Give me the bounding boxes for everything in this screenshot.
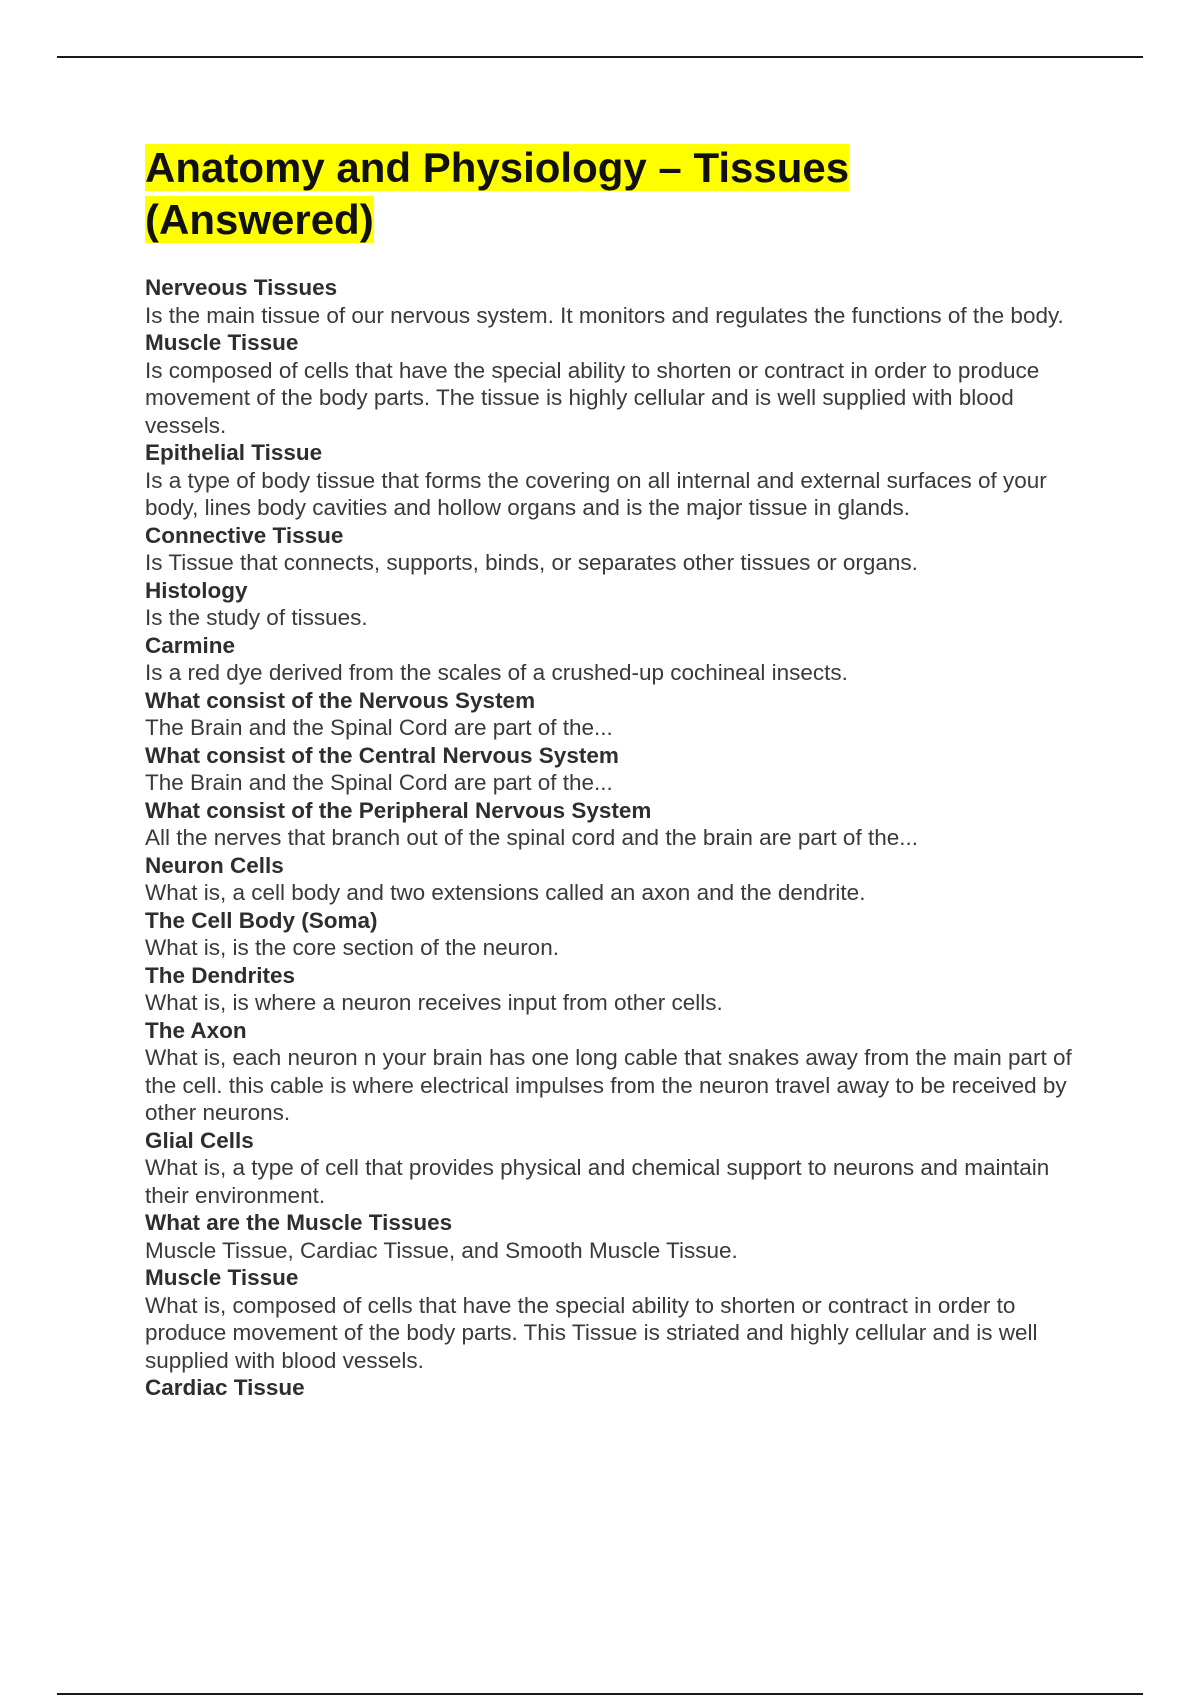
entry (145, 274, 1085, 329)
entry-definition: The Brain and the Spinal Cord are part of the... (145, 770, 613, 795)
entry (145, 577, 1085, 632)
bottom-rule (57, 1693, 1143, 1695)
entry (145, 522, 1085, 577)
entry-term: Muscle Tissue (145, 330, 299, 355)
entry-definition: Is Tissue that connects, supports, binds, or separates other tissues or organs. (145, 550, 918, 575)
entry-term: Histology (145, 577, 248, 603)
entry (145, 1017, 1085, 1127)
entry-term: What consist of the Central Nervous System (145, 742, 619, 768)
entry (145, 439, 1085, 522)
entry-term: What are the Muscle Tissues (145, 1210, 453, 1235)
entry-definition: What is, is where a neuron receives input from other cells. (145, 990, 723, 1015)
entry (145, 1374, 1085, 1402)
entry-definition: What is, each neuron n your brain has one long cable that snakes away from the main part of the cell. this cable is where electrical impulses from the neuron travel away to be received by other neurons. (145, 1045, 1072, 1125)
entry-definition: What is, composed of cells that have the special ability to shorten or contract in order to produce movement of the body parts. This Tissue is striated and highly cellular and is well supplied with blood vessels. (145, 1292, 1038, 1373)
entry-term: The Dendrites (145, 962, 296, 988)
entry (145, 329, 1085, 439)
entry-term: The Axon (145, 1017, 247, 1043)
entry (145, 1127, 1085, 1210)
entry-term: What consist of the Nervous System (145, 687, 536, 713)
entry-term: What consist of the Peripheral Nervous System (145, 797, 652, 823)
entry-term: Nerveous Tissues (145, 275, 338, 300)
entry-definition: Muscle Tissue, Cardiac Tissue, and Smooth Muscle Tissue. (145, 1237, 738, 1263)
entry-definition: Is composed of cells that have the special ability to shorten or contract in order to produce movement of the body parts. The tissue is highly cellular and is well supplied with blood vessels. (145, 357, 1040, 438)
entry (145, 742, 1085, 797)
entry (145, 797, 1085, 852)
entry-definition: Is a type of body tissue that forms the covering on all internal and external surfaces of your body, lines body cavities and hollow organs and is the major tissue in glands. (145, 467, 1047, 520)
entry-term: The Cell Body (Soma) (145, 907, 378, 933)
entry-term: Neuron Cells (145, 852, 284, 878)
entry-definition: The Brain and the Spinal Cord are part of the... (145, 715, 613, 740)
entry-definition: What is, a cell body and two extensions called an axon and the dendrite. (145, 880, 866, 905)
entry (145, 852, 1085, 907)
entry (145, 907, 1085, 962)
entry-term: Cardiac Tissue (145, 1375, 305, 1400)
entry-term: Carmine (145, 632, 236, 658)
entry-definition: All the nerves that branch out of the spinal cord and the brain are part of the... (145, 825, 918, 850)
entry-term: Connective Tissue (145, 522, 344, 548)
entry (145, 1209, 1085, 1264)
entry (145, 962, 1085, 1017)
entry-term: Epithelial Tissue (145, 440, 323, 465)
entry (145, 1264, 1085, 1374)
entry-term: Muscle Tissue (145, 1265, 299, 1290)
entry-definition: Is a red dye derived from the scales of a crushed-up cochineal insects. (145, 660, 848, 685)
document-title-highlight: Anatomy and Physiology – Tissues (Answered) (145, 144, 850, 243)
entry-definition: Is the study of tissues. (145, 605, 368, 630)
document-title (145, 142, 1085, 246)
entry (145, 687, 1085, 742)
entry-definition: What is, is the core section of the neuron. (145, 935, 559, 960)
entry-term: Glial Cells (145, 1127, 254, 1153)
document-body (145, 142, 1085, 1402)
entry (145, 632, 1085, 687)
entry-definition: Is the main tissue of our nervous system. It monitors and regulates the functions of the body. (145, 302, 1064, 328)
entry-definition: What is, a type of cell that provides physical and chemical support to neurons and maintain their environment. (145, 1155, 1050, 1208)
top-rule (57, 56, 1143, 58)
